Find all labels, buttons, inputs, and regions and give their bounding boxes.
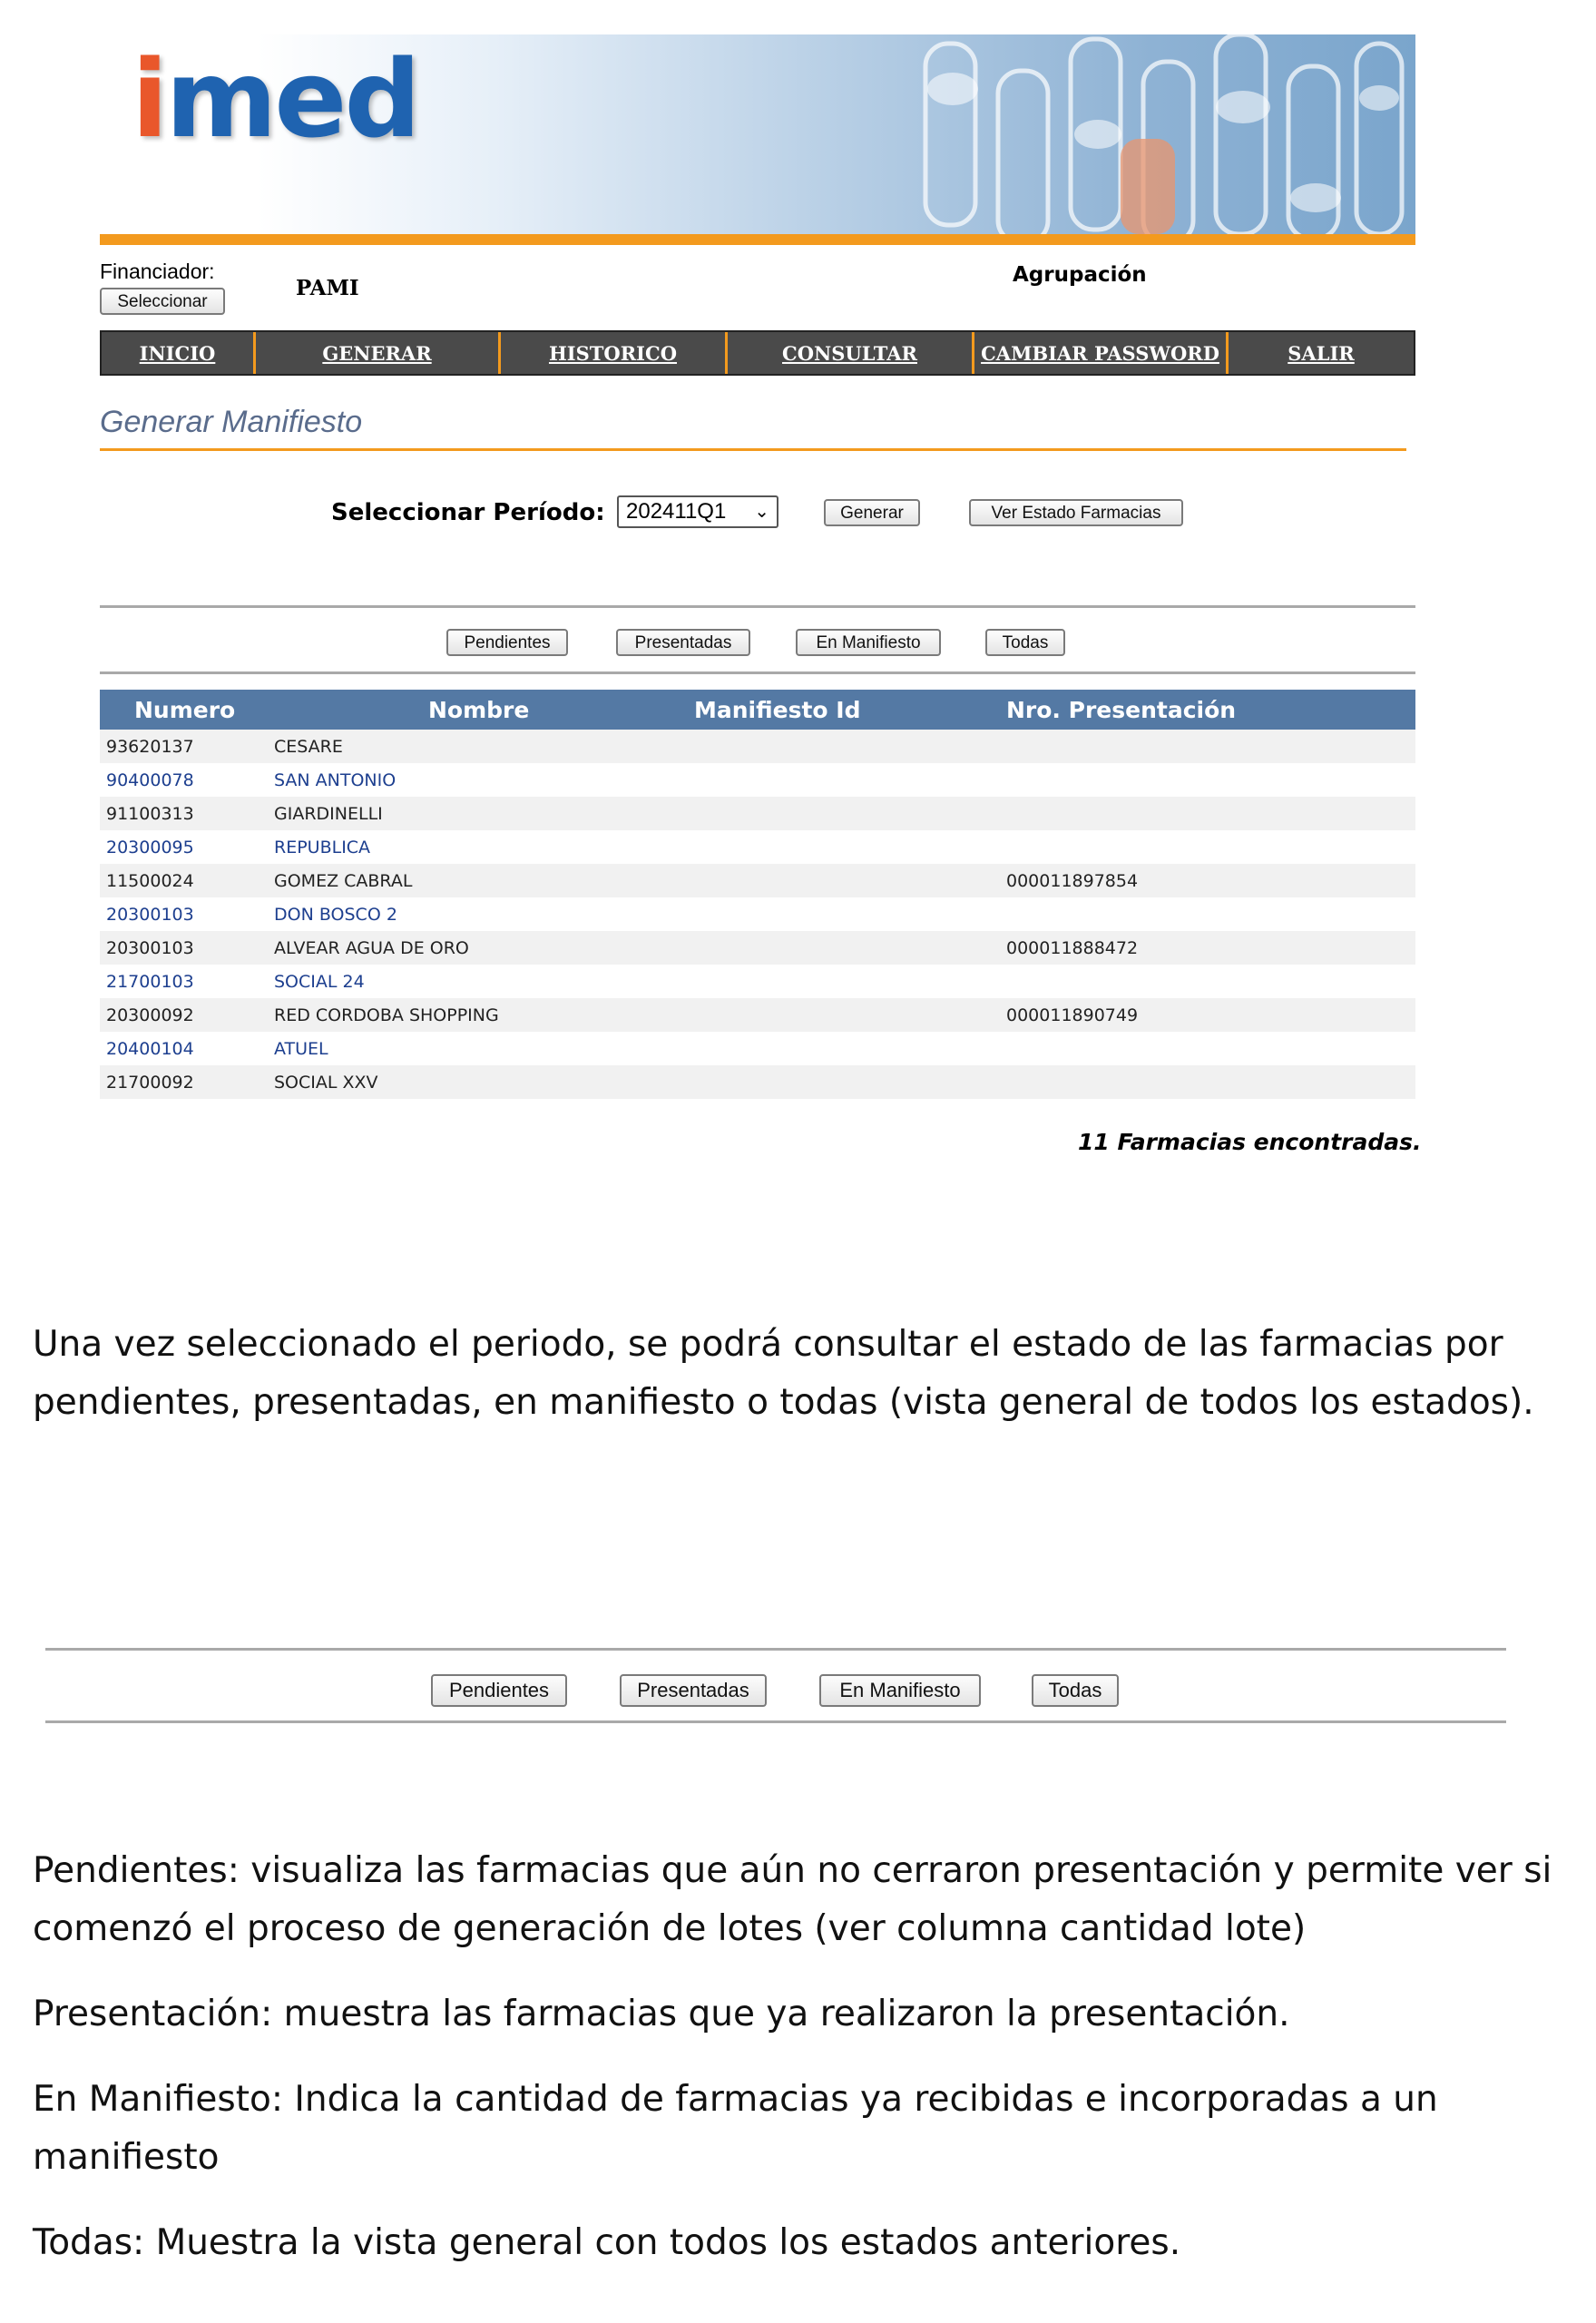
cell-nombre: DON BOSCO 2: [274, 905, 397, 925]
presentadas-button[interactable]: Presentadas: [616, 629, 750, 656]
table-row[interactable]: [100, 931, 1415, 965]
pendientes-paragraph: Pendientes: visualiza las farmacias que aún no cerraron presentación y permite ver si comenzó el proceso de generación de lotes (ver columna cantidad lote): [33, 1850, 1552, 1949]
page-title: Generar Manifiesto: [100, 405, 363, 439]
cell-nombre: SOCIAL 24: [274, 972, 365, 992]
cell-nombre: GOMEZ CABRAL: [274, 871, 413, 891]
title-underline: [100, 448, 1406, 451]
header-manifiesto-id: Manifiesto Id: [694, 697, 861, 723]
financiador-value: PAMI: [296, 276, 359, 300]
cell-nombre: RED CORDOBA SHOPPING: [274, 1005, 499, 1025]
cell-nombre: ALVEAR AGUA DE ORO: [274, 938, 469, 958]
en-manifiesto-button[interactable]: En Manifiesto: [819, 1674, 981, 1707]
imed-logo: imed: [132, 36, 418, 162]
cell-nombre: ATUEL: [274, 1039, 328, 1059]
banner-divider: [100, 234, 1415, 245]
pendientes-button[interactable]: Pendientes: [446, 629, 568, 656]
header-numero: Numero: [134, 697, 236, 723]
cell-numero: 20300103: [106, 938, 194, 958]
en-manifiesto-paragraph: En Manifiesto: Indica la cantidad de farmacias ya recibidas e incorporadas a un manifiesto: [33, 2079, 1438, 2178]
results-count: 11 Farmacias encontradas.: [1078, 1129, 1422, 1155]
cell-numero: 20400104: [106, 1039, 194, 1059]
table-row[interactable]: [100, 998, 1415, 1032]
main-nav: [100, 330, 1415, 376]
cell-numero: 93620137: [106, 737, 194, 757]
generar-button[interactable]: Generar: [824, 499, 920, 526]
divider: [45, 1648, 1506, 1651]
nav-consultar[interactable]: CONSULTAR: [728, 332, 974, 374]
table-row[interactable]: [100, 730, 1415, 763]
pendientes-button[interactable]: Pendientes: [431, 1674, 567, 1707]
ver-estado-farmacias-button[interactable]: Ver Estado Farmacias: [969, 499, 1183, 526]
cell-nombre: SOCIAL XXV: [274, 1073, 378, 1093]
nav-salir[interactable]: SALIR: [1288, 341, 1355, 365]
cell-numero: 20300103: [106, 905, 194, 925]
nav-cambiar-password[interactable]: CAMBIAR PASSWORD: [974, 332, 1229, 374]
agrupacion-label: Agrupación: [1013, 263, 1147, 287]
todas-button[interactable]: Todas: [1032, 1674, 1119, 1707]
presentadas-button[interactable]: Presentadas: [620, 1674, 767, 1707]
chevron-down-icon: ⌄: [754, 502, 769, 522]
cell-numero: 11500024: [106, 871, 194, 891]
periodo-label: Seleccionar Período:: [331, 499, 605, 526]
cell-nombre: GIARDINELLI: [274, 804, 383, 824]
divider: [100, 671, 1415, 674]
divider: [100, 605, 1415, 608]
intro-paragraph: Una vez seleccionado el periodo, se podrá consultar el estado de las farmacias por pendientes, presentadas, en manifiesto o todas (vista general de todos los estados).: [33, 1324, 1534, 1423]
financiador-label: Financiador:: [100, 260, 215, 283]
cell-numero: 90400078: [106, 770, 194, 790]
header-nombre: Nombre: [428, 697, 530, 723]
cell-presentacion: 000011890749: [1006, 1005, 1139, 1025]
seleccionar-button[interactable]: Seleccionar: [100, 288, 225, 315]
cell-numero: 20300092: [106, 1005, 194, 1025]
cell-numero: 21700092: [106, 1073, 194, 1093]
periodo-value: 202411Q1: [626, 499, 727, 524]
header-nro-presentacion: Nro. Presentación: [1006, 697, 1237, 723]
todas-paragraph: Todas: Muestra la vista general con todos los estados anteriores.: [33, 2222, 1181, 2263]
cell-presentacion: 000011897854: [1006, 871, 1139, 891]
cell-numero: 21700103: [106, 972, 194, 992]
table-row[interactable]: [100, 965, 1415, 998]
table-row[interactable]: [100, 797, 1415, 830]
table-row[interactable]: [100, 1032, 1415, 1065]
cell-numero: 20300095: [106, 838, 194, 858]
en-manifiesto-button[interactable]: En Manifiesto: [796, 629, 941, 656]
table-row[interactable]: [100, 830, 1415, 864]
nav-historico[interactable]: HISTORICO: [501, 332, 728, 374]
table-row[interactable]: [100, 897, 1415, 931]
cell-nombre: CESARE: [274, 737, 343, 757]
cell-nombre: SAN ANTONIO: [274, 770, 397, 790]
table-header: [100, 690, 1415, 730]
cell-nombre: REPUBLICA: [274, 838, 371, 858]
periodo-select[interactable]: [617, 495, 778, 528]
cell-presentacion: 000011888472: [1006, 938, 1139, 958]
presentacion-paragraph: Presentación: muestra las farmacias que ya realizaron la presentación.: [33, 1994, 1290, 2034]
todas-button[interactable]: Todas: [985, 629, 1065, 656]
nav-inicio[interactable]: INICIO: [102, 332, 256, 374]
table-row[interactable]: [100, 864, 1415, 897]
table-row[interactable]: [100, 1065, 1415, 1099]
table-row[interactable]: [100, 763, 1415, 797]
divider: [45, 1720, 1506, 1723]
cell-numero: 91100313: [106, 804, 194, 824]
nav-generar[interactable]: GENERAR: [256, 332, 501, 374]
